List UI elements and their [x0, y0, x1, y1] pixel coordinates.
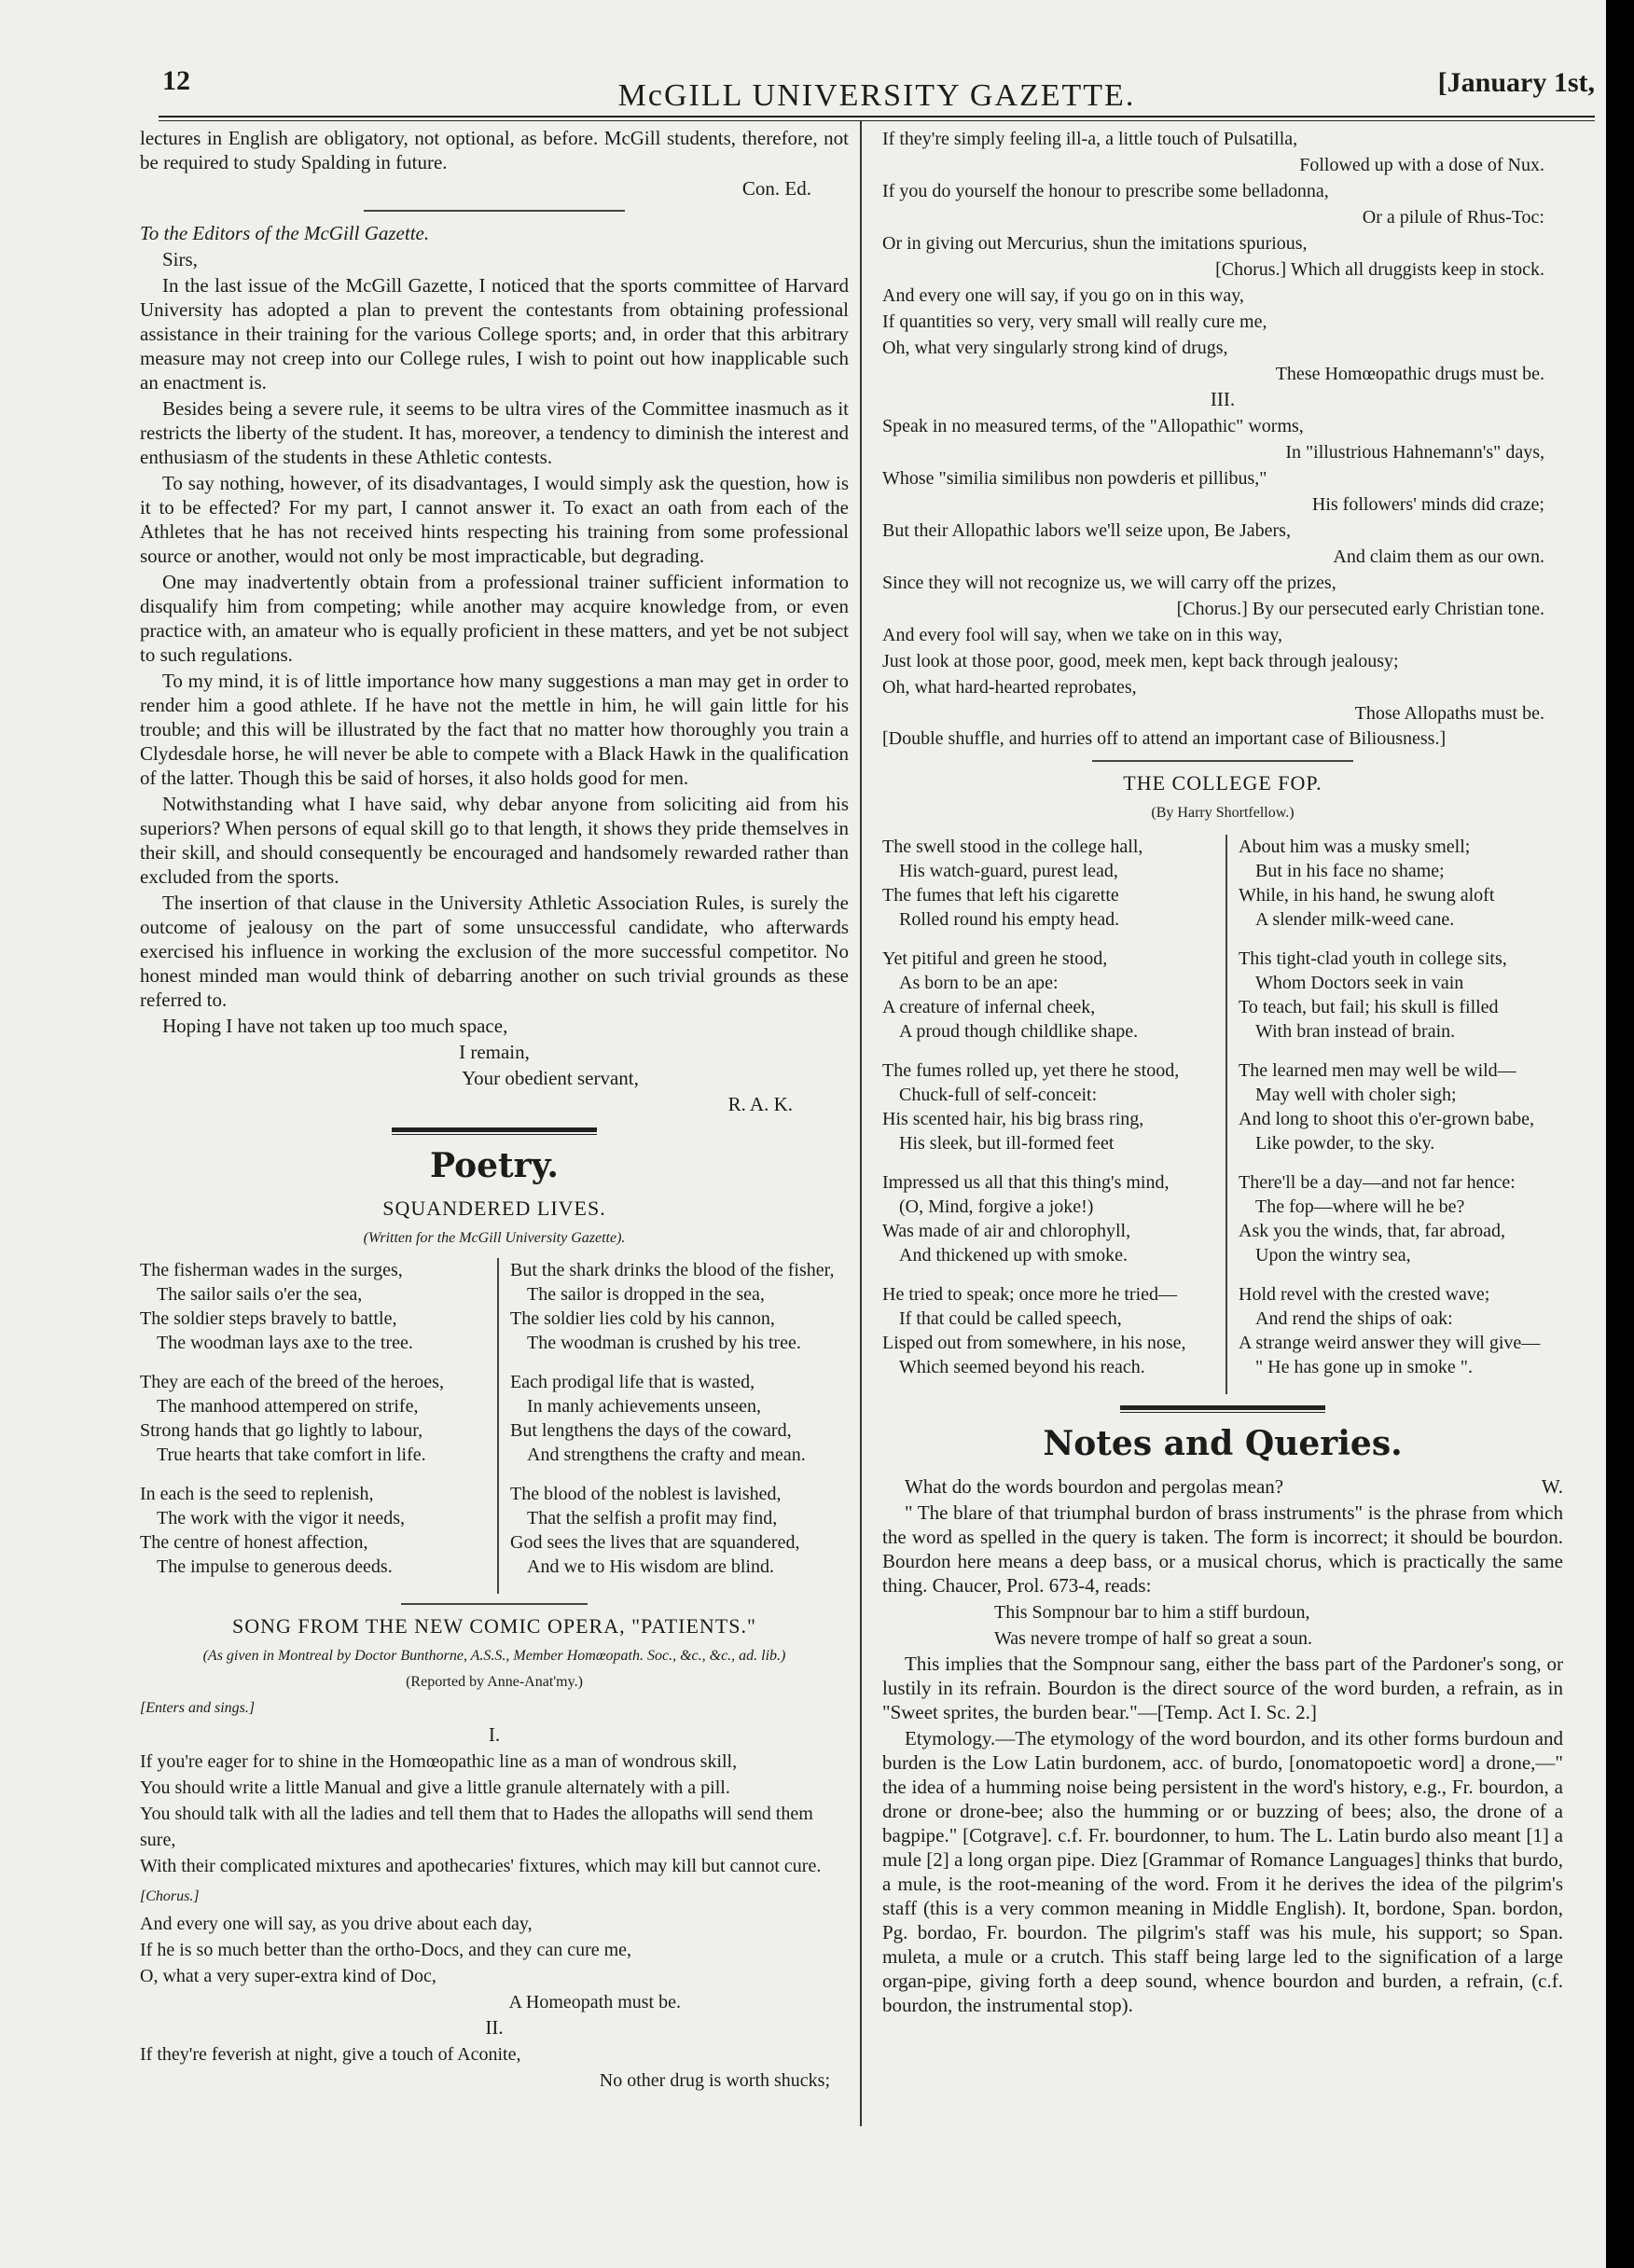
poem-line: He tried to speak; once more he tried—	[882, 1284, 1177, 1305]
chorus-label: [Chorus.]	[140, 1888, 200, 1904]
poem-squandered-lives	[140, 1258, 849, 1594]
poem-line: Each prodigal life that is wasted,	[510, 1372, 755, 1392]
poem-line: While, in his hand, he swung aloft	[1239, 885, 1495, 906]
separator	[1092, 760, 1353, 762]
verse-line: And every fool will say, when we take on in this way,	[882, 625, 1282, 645]
section-rule	[392, 1127, 597, 1135]
poem-line: The blood of the noblest is lavished,	[510, 1484, 782, 1504]
verse-line: [Chorus.] By our persecuted early Christian tone.	[1176, 599, 1544, 619]
stanza	[140, 1258, 478, 1355]
song-exit-direction: [Double shuffle, and hurries off to attend an important case of Biliousness.]	[882, 728, 1447, 749]
poem-line: In each is the seed to replenish,	[140, 1484, 374, 1504]
song-stage-direction: [Enters and sings.]	[140, 1700, 256, 1716]
poem-line: They are each of the breed of the heroes,	[140, 1372, 444, 1392]
letter-paragraph: To my mind, it is of little importance how many suggestions a man may get in order to render him a good athlete. If he have not the mettle in him, he will gain little for his trouble; and this will be illustrated by the fact that no matter how thoroughly you train a Clydesdale horse, he will never be able to compete with a Black Hawk in the qualification of the latter. Though this be said of horses, it also holds good for men.	[140, 670, 849, 789]
verse-line: You should talk with all the ladies and tell them that to Hades the allopaths will send them sure,	[140, 1804, 813, 1850]
stanza	[882, 1170, 1207, 1267]
answer-paragraph: This implies that the Sompnour sang, either the bass part of the Pardoner's song, or lustily in its refrain. Bourdon is the direct source of the word burden, a refrain, as in "Sweet sprites, the burden bear."—[Temp. Act I. Sc. 2.]	[882, 1653, 1563, 1723]
header-rule	[159, 116, 1595, 118]
song-verse-1	[140, 1749, 849, 1879]
left-column	[140, 126, 849, 2094]
verse-line: If they're simply feeling ill-a, a little touch of Pulsatilla,	[882, 129, 1298, 149]
poem-line: The sailor is dropped in the sea,	[527, 1284, 765, 1305]
stanza	[140, 1370, 478, 1467]
verse-line: Or a pilule of Rhus-Toc:	[1362, 207, 1544, 228]
poem-line: His scented hair, his big brass ring,	[882, 1109, 1144, 1129]
separator	[364, 210, 625, 212]
verse-line: With their complicated mixtures and apothecaries' fixtures, which may kill but cannot cure.	[140, 1856, 822, 1876]
poem-line: Was made of air and chlorophyll,	[882, 1221, 1131, 1241]
issue-date: [January 1st,	[1437, 67, 1595, 98]
gazette-title: McGILL UNIVERSITY GAZETTE.	[617, 78, 1136, 113]
poem-line: Rolled round his empty head.	[899, 909, 1120, 930]
letter-signature: R. A. K.	[727, 1093, 793, 1115]
poem-line: God sees the lives that are squandered,	[510, 1532, 800, 1553]
song-verse-number: II.	[485, 2016, 504, 2039]
poem-line: Whom Doctors seek in vain	[1255, 973, 1464, 993]
song-continuation	[882, 126, 1563, 387]
verse-line: If you do yourself the honour to prescribe some belladonna,	[882, 181, 1329, 201]
poem-line: The fumes that left his cigarette	[882, 885, 1119, 906]
poem-line: The sailor sails o'er the sea,	[157, 1284, 363, 1305]
right-column	[882, 126, 1563, 2019]
verse-line: Or in giving out Mercurius, shun the imitations spurious,	[882, 233, 1308, 254]
letter-body	[140, 273, 849, 1038]
scan-border	[1606, 0, 1634, 2268]
verse-line: Since they will not recognize us, we will carry off the prizes,	[882, 573, 1336, 593]
verse-line: O, what a very super-extra kind of Doc,	[140, 1966, 436, 1986]
stanza	[510, 1482, 849, 1579]
stanza	[1239, 835, 1563, 932]
poem-line: About him was a musky smell;	[1239, 837, 1471, 857]
letter-salutation: Sirs,	[162, 248, 198, 270]
verse-line: These Homœopathic drugs must be.	[1275, 364, 1544, 384]
verse-line: This Sompnour bar to him a stiff burdoun,	[994, 1602, 1310, 1623]
query-text: What do the words bourdon and pergolas mean? W.	[905, 1475, 1563, 1498]
poem-line: Ask you the winds, that, far abroad,	[1239, 1221, 1506, 1241]
poem-line: The swell stood in the college hall,	[882, 837, 1143, 857]
poem-line: And rend the ships of oak:	[1255, 1308, 1453, 1329]
verse-line: Speak in no measured terms, of the "Allopathic" worms,	[882, 416, 1304, 436]
poetry-heading: Poetry.	[430, 1146, 559, 1185]
letter-paragraph: To say nothing, however, of its disadvantages, I would simply ask the question, how is it to be effected? For my part, I cannot answer it. To exact an oath from each of the Athletes that he has not received hints respecting his training from some professional source or another, would not only be most impracticable, but degrading.	[140, 472, 849, 567]
letter-paragraph: In the last issue of the McGill Gazette, I noticed that the sports committee of Harvard University has adopted a plan to prevent the contestants from obtaining professional assistance in their training for the various College sports; and, in order that this arbitrary measure may not creep into our College rules, I wish to point out how inapplicable such an enactment is.	[140, 274, 849, 394]
poem-line: Chuck-full of self-conceit:	[899, 1085, 1098, 1105]
answer-paragraph: " The blare of that triumphal burdon of brass instruments" is the phrase from which the word as spelled in the query is taken. The form is incorrect; it should be bourdon. Bourdon here means a deep bass, or a musical chorus, which is practically the same thing. Chaucer, Prol. 673-4, reads:	[882, 1501, 1563, 1597]
verse-line: And claim them as our own.	[1333, 546, 1544, 567]
letter-remain: I remain,	[459, 1041, 530, 1063]
poem-line: " He has gone up in smoke ".	[1255, 1357, 1473, 1377]
verse-line: Whose "similia similibus non powderis et pillibus,"	[882, 468, 1267, 489]
poem-line: And strengthens the crafty and mean.	[527, 1445, 806, 1465]
stanza	[140, 1482, 478, 1579]
column-divider	[860, 121, 862, 2126]
verse-line: If you're eager for to shine in the Homœopathic line as a man of wondrous skill,	[140, 1751, 738, 1772]
poem-line: In manly achievements unseen,	[527, 1396, 762, 1417]
poem-line: Upon the wintry sea,	[1255, 1245, 1411, 1265]
notes-queries-heading: Notes and Queries.	[1043, 1424, 1403, 1463]
verse-line: Was nevere trompe of half so great a soun.	[994, 1628, 1313, 1649]
stanza	[882, 1282, 1207, 1379]
intro-text: lectures in English are obligatory, not optional, as before. McGill students, therefore, not be required to study Spalding in future.	[140, 127, 849, 173]
poem-line: The fisherman wades in the surges,	[140, 1260, 403, 1280]
poem-line: (O, Mind, forgive a joke!)	[899, 1196, 1094, 1217]
song-verse-number: III.	[1210, 388, 1236, 410]
verse-line: [Chorus.] Which all druggists keep in stock.	[1215, 259, 1544, 280]
poem-line: But lengthens the days of the coward,	[510, 1420, 792, 1441]
verse-line: Just look at those poor, good, meek men, kept back through jealousy;	[882, 651, 1399, 671]
poem-line: And long to shoot this o'er-grown babe,	[1239, 1109, 1535, 1129]
verse-line: If they're feverish at night, give a touch of Aconite,	[140, 2044, 521, 2065]
letter-paragraph: Besides being a severe rule, it seems to be ultra vires of the Committee inasmuch as it restricts the liberty of the student. It has, moreover, a tendency to diminish the interest and enthusiasm of the students in these Athletic contests.	[140, 397, 849, 468]
header-rule-thin	[159, 120, 1595, 121]
poem-line: But the shark drinks the blood of the fisher,	[510, 1260, 835, 1280]
verse-line: And every one will say, if you go on in this way,	[882, 285, 1244, 306]
poem-line: The woodman lays axe to the tree.	[157, 1333, 413, 1353]
letter-paragraph: Notwithstanding what I have said, why debar anyone from soliciting aid from his superiors? When persons of equal skill go to that length, it shows they pride themselves in their skill, and should consequently be encouraged and handsomely rewarded rather than excluded from the sports.	[140, 793, 849, 888]
poem-line: But in his face no shame;	[1255, 861, 1445, 881]
poem-line: A slender milk-weed cane.	[1255, 909, 1455, 930]
stanza	[882, 1058, 1207, 1155]
poem-line: Yet pitiful and green he stood,	[882, 948, 1108, 969]
poem-line: His sleek, but ill-formed feet	[899, 1133, 1115, 1154]
verse-line: If he is so much better than the ortho-Docs, and they can cure me,	[140, 1940, 632, 1960]
verse-line: If quantities so very, very small will really cure me,	[882, 311, 1267, 332]
chorus-end: A Homeopath must be.	[508, 1992, 681, 2012]
verse-line: Those Allopaths must be.	[1354, 703, 1544, 724]
etymology-paragraph: Etymology.—The etymology of the word bourdon, and its other forms burdoun and burden is the Low Latin burdonem, acc. of burdo, [onomatopoetic word] a drone,—" the idea of a humming noise being persistent in the word's history, e.g., Fr. bourdon, a drone or drone-bee; also the humming or or buzzing of bees; also, the drone of a bagpipe." [Cotgrave]. c.f. Fr. bourdonner, to hum. The L. Latin burdo also meant [1] a mule [2] a long organ pipe. Diez [Grammar of Romance Languages] thinks that burdo, a mule, is the root-meaning of the word. From it he derives the idea of the pilgrim's staff (this is a very common meaning in Middle English). It, bordone, Span. bordon, Pg. bordao, Fr. bourdon. The pilgrim's staff was his mule, his support; so Span. muleta, a mule or a crutch. This staff being large led to the signification of a large organ-pipe, giving forth a deep sound, whence bourdon and burden, a refrain, (c.f. bourdon, the instrumental stop).	[882, 1727, 1563, 2016]
verse-line: But their Allopathic labors we'll seize upon, Be Jabers,	[882, 520, 1291, 541]
poem-line: Hold revel with the crested wave;	[1239, 1284, 1490, 1305]
song-verse-3	[882, 413, 1563, 726]
chaucer-quote	[882, 1599, 1563, 1652]
stanza	[1239, 1058, 1563, 1155]
poem-line: There'll be a day—and not far hence:	[1239, 1172, 1516, 1193]
letter-paragraph: The insertion of that clause in the University Athletic Association Rules, is surely the outcome of jealousy on the part of some unsuccessful candidate, who afterwards exercised his influence in working the exclusion of the more successful competitor. No honest minded man would think of debarring another on such trivial grounds as these referred to.	[140, 892, 849, 1011]
poem-line: The soldier steps bravely to battle,	[140, 1308, 397, 1329]
poem-line: Impressed us all that this thing's mind,	[882, 1172, 1170, 1193]
poem-line: A strange weird answer they will give—	[1239, 1333, 1541, 1353]
song-reporter: (Reported by Anne-Anat'my.)	[406, 1674, 583, 1690]
letter-address: To the Editors of the McGill Gazette.	[140, 222, 430, 244]
poem-line: And thickened up with smoke.	[899, 1245, 1128, 1265]
poem-column-2	[497, 1258, 849, 1594]
stanza	[1239, 947, 1563, 1044]
song-credit: (As given in Montreal by Doctor Bunthorne, A.S.S., Member Homœopath. Soc., &c., &c., ad. lib.)	[202, 1648, 786, 1664]
poem-line: The manhood attempered on strife,	[157, 1396, 419, 1417]
poem-column-1	[882, 835, 1207, 1394]
stanza	[510, 1370, 849, 1467]
query-author: W.	[1541, 1475, 1563, 1498]
verse-line: And every one will say, as you drive about each day,	[140, 1914, 533, 1934]
poem-line: To teach, but fail; his skull is filled	[1239, 997, 1499, 1017]
verse-line: Oh, what hard-hearted reprobates,	[882, 677, 1137, 698]
stanza	[1239, 1170, 1563, 1267]
poem-line: The woodman is crushed by his tree.	[527, 1333, 801, 1353]
poem-line: And we to His wisdom are blind.	[527, 1556, 774, 1577]
poem-line: True hearts that take comfort in life.	[157, 1445, 426, 1465]
poem-title: THE COLLEGE FOP.	[1123, 771, 1322, 795]
poem-line: The work with the vigor it needs,	[157, 1508, 406, 1528]
poem-line: The learned men may well be wild—	[1239, 1060, 1516, 1081]
poem-line: If that could be called speech,	[899, 1308, 1122, 1329]
stanza	[510, 1258, 849, 1355]
poem-line: The fop—where will he be?	[1255, 1196, 1465, 1217]
letter-paragraph: One may inadvertently obtain from a professional trainer sufficient information to disqualify him from competing; while another may acquire knowledge from, or even practice with, an amateur who is equally proficient in these matters, and yet be not subject to such regulations.	[140, 571, 849, 666]
poem-line: Lisped out from somewhere, in his nose,	[882, 1333, 1186, 1353]
verse-line: In "illustrious Hahnemann's" days,	[1285, 442, 1544, 463]
poem-column-1	[140, 1258, 478, 1594]
stanza	[882, 835, 1207, 932]
poem-line: Strong hands that go lightly to labour,	[140, 1420, 423, 1441]
verse-line: Followed up with a dose of Nux.	[1299, 155, 1544, 175]
poem-line: Like powder, to the sky.	[1255, 1133, 1435, 1154]
verse-line: You should write a little Manual and give a little granule alternately with a pill.	[140, 1777, 730, 1798]
letter-servant: Your obedient servant,	[462, 1067, 639, 1089]
section-rule	[1120, 1405, 1325, 1413]
poem-credit: (By Harry Shortfellow.)	[1151, 805, 1295, 821]
separator	[401, 1603, 588, 1605]
poem-line: A creature of infernal cheek,	[882, 997, 1096, 1017]
poem-line: The centre of honest affection,	[140, 1532, 368, 1553]
poem-line: A proud though childlike shape.	[899, 1021, 1139, 1042]
song-chorus-1	[140, 1911, 849, 1989]
poem-line: With bran instead of brain.	[1255, 1021, 1456, 1042]
poem-line: That the selfish a profit may find,	[527, 1508, 778, 1528]
page-header	[159, 56, 1595, 112]
poem-line: This tight-clad youth in college sits,	[1239, 948, 1507, 969]
poem-credit: (Written for the McGill University Gazette).	[363, 1230, 626, 1246]
poem-line: His watch-guard, purest lead,	[899, 861, 1118, 881]
poem-line: The fumes rolled up, yet there he stood,	[882, 1060, 1180, 1081]
stanza	[1239, 1282, 1563, 1379]
verse-line: No other drug is worth shucks;	[599, 2070, 830, 2091]
poem-column-2	[1226, 835, 1563, 1394]
poem-title: SQUANDERED LIVES.	[382, 1196, 606, 1220]
poem-line: May well with choler sigh;	[1255, 1085, 1457, 1105]
song-title: SONG FROM THE NEW COMIC OPERA, "PATIENTS."	[232, 1614, 756, 1638]
con-ed-signature: Con. Ed.	[741, 177, 811, 200]
poem-line: As born to be an ape:	[899, 973, 1059, 993]
poem-line: Which seemed beyond his reach.	[899, 1357, 1145, 1377]
poem-college-fop	[882, 835, 1563, 1394]
song-verse-number: I.	[488, 1723, 501, 1746]
stanza	[882, 947, 1207, 1044]
letter-paragraph: Hoping I have not taken up too much space,	[162, 1015, 508, 1037]
page-number: 12	[162, 65, 190, 96]
poem-line: The soldier lies cold by his cannon,	[510, 1308, 775, 1329]
verse-line: Oh, what very singularly strong kind of drugs,	[882, 338, 1228, 358]
poem-line: The impulse to generous deeds.	[157, 1556, 393, 1577]
verse-line: His followers' minds did craze;	[1311, 494, 1544, 515]
